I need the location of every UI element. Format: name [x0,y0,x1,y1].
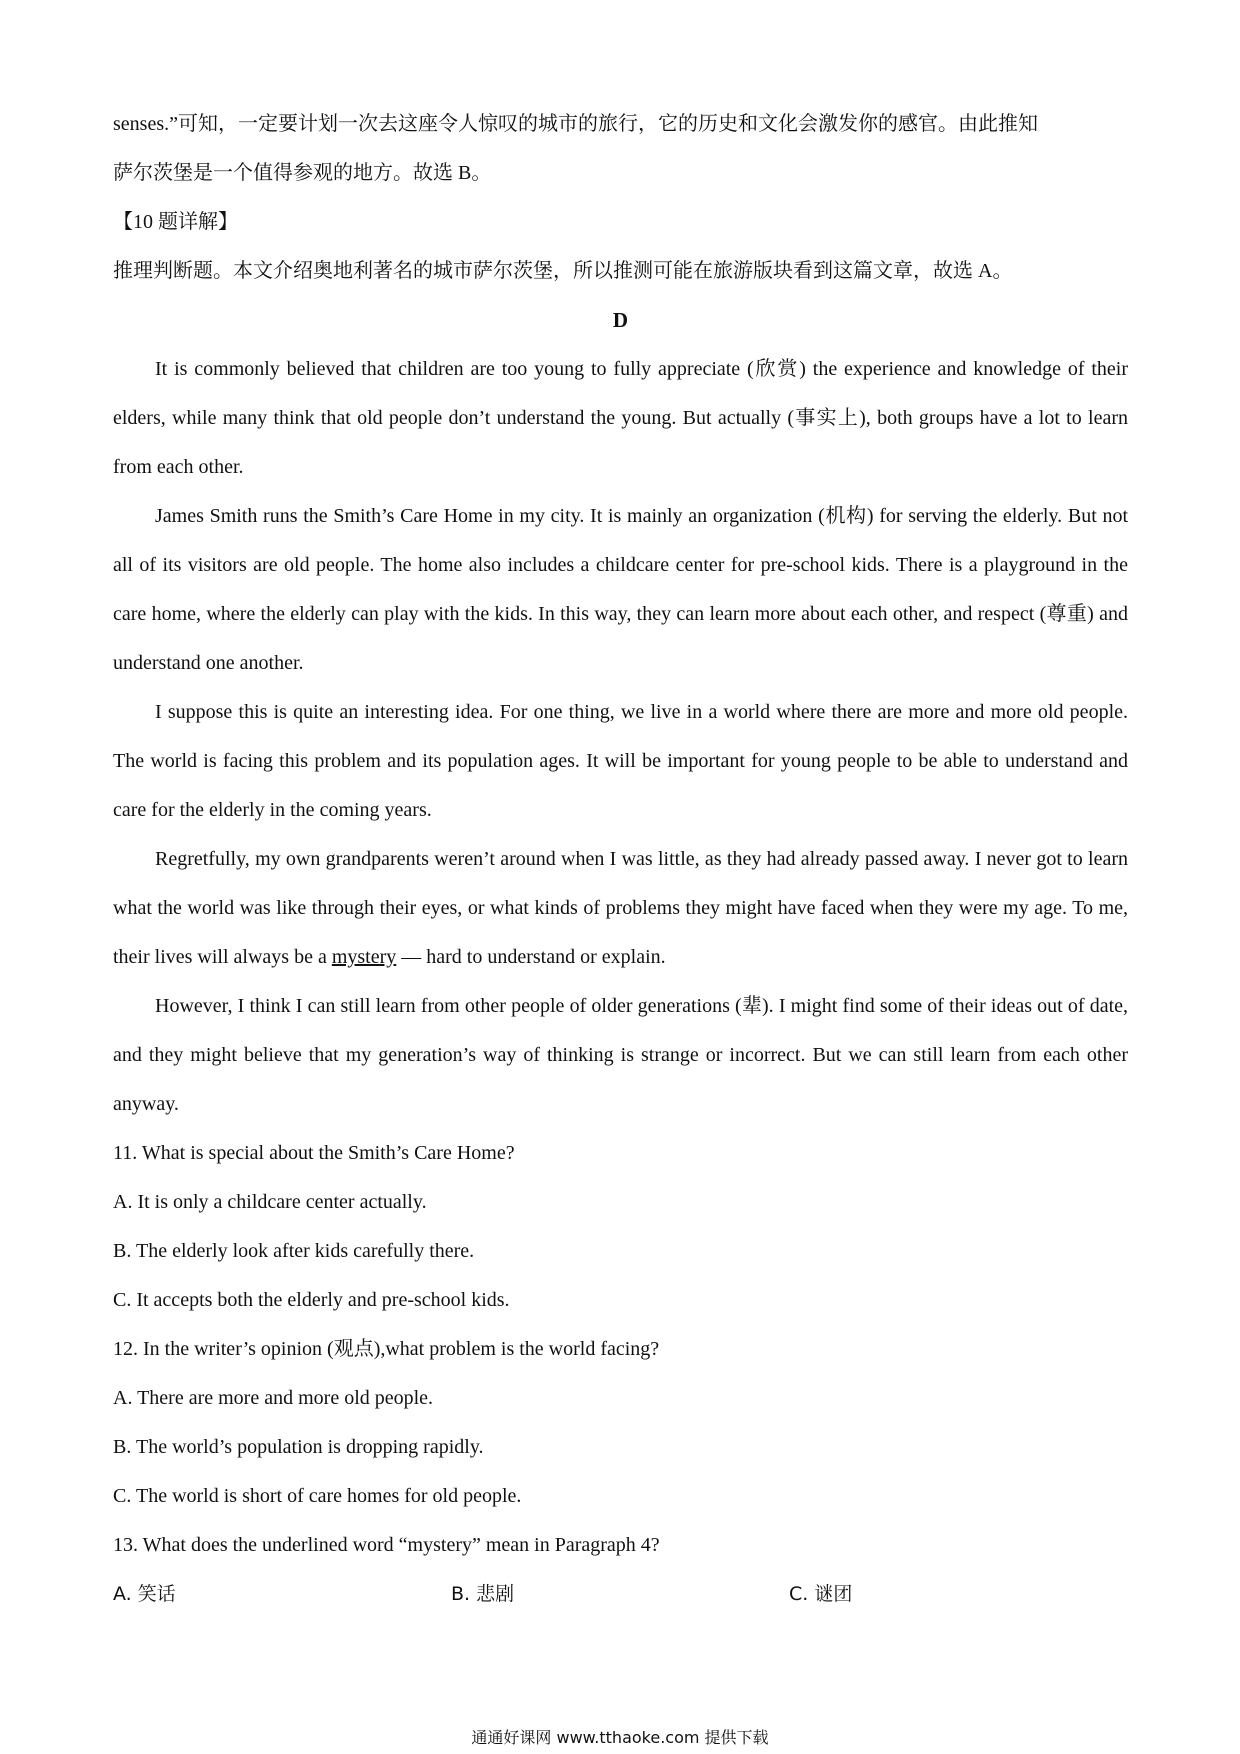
question-13-stem: 13. What does the underlined word “mystery” mean in Paragraph 4? [113,1534,660,1556]
section-heading-d: D [612,308,629,332]
question-12-option-c: C. The world is short of care homes for old people. [113,1485,522,1507]
footer-source-credit: 通通好课网 www.tthaoke.com 提供下载 [471,1728,769,1747]
question-13-option-a: A. 笑话 [113,1583,176,1605]
q9-explanation-line-1: senses.”可知，一定要计划一次去这座令人惊叹的城市的旅行，它的历史和文化会激发你的感官。由此推知 [113,113,1038,135]
passage-paragraph-3: I suppose this is quite an interesting idea. For one thing, we live in a world where there are more and more old people. The world is facing this problem and its population ages. It will be important for young people to be able to understand and care for the elderly in the coming years. [113,701,1128,821]
passage-paragraph-4 [113,835,1128,982]
question-12-option-b: B. The world’s population is dropping rapidly. [113,1436,484,1458]
q10-explanation-text: 推理判断题。本文介绍奥地利著名的城市萨尔茨堡，所以推测可能在旅游版块看到这篇文章，故选 A。 [113,260,1013,282]
question-11-option-b: B. The elderly look after kids carefully there. [113,1240,475,1262]
paragraph-4-text-after: — hard to understand or explain. [396,946,666,968]
document-page [113,100,1128,1619]
question-11-stem: 11. What is special about the Smith’s Care Home? [113,1142,515,1164]
q9-explanation-line-2: 萨尔茨堡是一个值得参观的地方。故选 B。 [113,162,492,184]
q10-explanation-heading: 【10 题详解】 [113,211,238,233]
passage-paragraph-5: However, I think I can still learn from other people of older generations (辈). I might find some of their ideas out of date, and they might believe that my generation’s way of thinking is strange or incorrect. But we can still learn from each other anyway. [113,995,1128,1115]
passage-paragraph-1: It is commonly believed that children are too young to fully appreciate (欣赏) the experience and knowledge of their elders, while many think that old people don’t understand the young. But actually (事实上), both groups have a lot to learn from each other. [113,358,1128,478]
passage-paragraph-2: James Smith runs the Smith’s Care Home in my city. It is mainly an organization (机构) for serving the elderly. But not all of its visitors are old people. The home also includes a childcare center for pre-school kids. There is a playground in the care home, where the elderly can play with the kids. In this way, they can learn more about each other, and respect (尊重) and understand one another. [113,505,1128,674]
question-13-options [113,1570,1128,1619]
question-13-option-c: C. 谜团 [789,1583,853,1605]
paragraph-4-text-before: Regretfully, my own grandparents weren’t around when I was little, as they had already passed away. I never got to learn what the world was like through their eyes, or what kinds of problems they might have faced when they were my age. To me, their lives will always be a [113,848,1128,968]
underlined-word-mystery: mystery [331,946,397,968]
question-11-option-c: C. It accepts both the elderly and pre-school kids. [113,1289,510,1311]
question-12-stem: 12. In the writer’s opinion (观点),what problem is the world facing? [113,1338,660,1360]
question-13-option-b: B. 悲剧 [451,1583,515,1605]
question-12-option-a: A. There are more and more old people. [113,1387,434,1409]
question-11-option-a: A. It is only a childcare center actually. [113,1191,427,1213]
